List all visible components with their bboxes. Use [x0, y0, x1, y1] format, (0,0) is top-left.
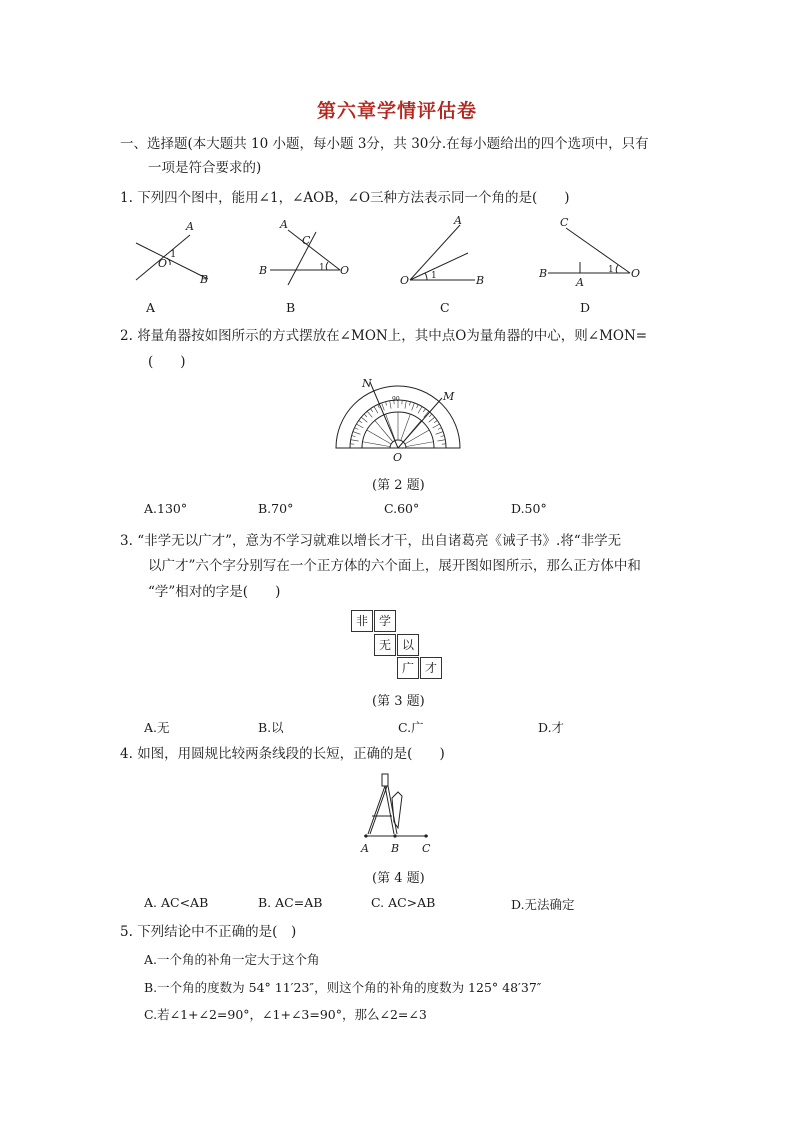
- option-a[interactable]: A.130°: [144, 501, 188, 516]
- label-o: O: [631, 267, 641, 280]
- protractor-tick: [434, 420, 437, 422]
- protractor-tick: [409, 402, 410, 406]
- page-title: 第六章学情评估卷: [316, 100, 477, 122]
- option-a[interactable]: A. AC<AB: [144, 895, 209, 910]
- label-b: B: [259, 264, 268, 277]
- scale-90: 90: [392, 396, 400, 403]
- q1-figure-d: [548, 228, 630, 273]
- option-b[interactable]: B.70°: [258, 501, 294, 516]
- option-d[interactable]: D: [580, 300, 591, 315]
- option-c[interactable]: C: [440, 300, 450, 315]
- angle-arc: [326, 262, 328, 270]
- question-text: “非学无以广才”，意为不学习就难以增长才干，出自诸葛亮《诫子书》.将“非学无: [137, 533, 622, 549]
- question-number: 2.: [120, 328, 133, 344]
- protractor-radial: [406, 442, 434, 447]
- protractor-radial: [401, 414, 411, 440]
- protractor-tick: [438, 428, 442, 430]
- label-1: 1: [170, 249, 177, 260]
- label-1: 1: [431, 271, 437, 281]
- option-b[interactable]: B. AC=AB: [258, 895, 323, 910]
- angle-arc: [425, 273, 427, 280]
- question-number: 4.: [120, 746, 133, 762]
- label-a: A: [454, 214, 462, 227]
- answer-paren: ( ): [148, 354, 186, 370]
- protractor-tick: [359, 420, 362, 422]
- angle-arc: [616, 265, 618, 273]
- question-2: [120, 326, 647, 346]
- option-c[interactable]: C. AC>AB: [371, 895, 436, 910]
- question-3-cont: 以广才”六个字分别写在一个正方体的六个面上，展开图如图所示，那么正方体中和: [148, 558, 641, 574]
- label-n: N: [362, 377, 372, 390]
- protractor-tick: [429, 414, 432, 417]
- question-3-cont: “学”相对的字是( ): [148, 584, 281, 600]
- protractor-tick: [412, 403, 415, 411]
- protractor-tick: [351, 440, 359, 441]
- question-1: [120, 188, 570, 208]
- question-5: [120, 922, 296, 942]
- label-m: M: [443, 390, 455, 403]
- label-a: A: [361, 842, 369, 855]
- label-a: A: [280, 218, 288, 231]
- option-c[interactable]: C.若∠1+∠2=90°，∠1+∠3=90°，那么∠2=∠3: [144, 1007, 427, 1022]
- protractor-tick: [374, 406, 378, 413]
- question-3: [120, 531, 621, 551]
- protractor-tick: [433, 424, 440, 428]
- label-b: B: [391, 842, 400, 855]
- question-text: 下列结论中不正确的是( ): [137, 924, 297, 940]
- protractor-tick: [418, 406, 422, 413]
- question-number: 3.: [120, 533, 133, 549]
- net-cell: 广: [397, 657, 419, 679]
- label-b: B: [200, 273, 209, 286]
- compass-leg-a: [368, 786, 385, 834]
- option-b[interactable]: B.以: [258, 720, 284, 735]
- protractor-radial: [386, 414, 396, 440]
- protractor-tick: [405, 401, 406, 409]
- protractor-tick: [378, 404, 380, 408]
- figure-caption: (第 2 题): [372, 478, 425, 493]
- protractor-tick: [370, 409, 372, 412]
- protractor-tick: [429, 417, 435, 422]
- label-a: A: [186, 220, 194, 233]
- q1-figures: [120, 210, 680, 310]
- protractor-tick: [436, 432, 444, 435]
- line-co: [566, 228, 630, 273]
- label-o: O: [340, 264, 350, 277]
- question-number: 1.: [120, 190, 133, 206]
- protractor-tick: [423, 409, 425, 412]
- option-d[interactable]: D.50°: [511, 501, 547, 516]
- protractor-ticks: [350, 400, 446, 448]
- protractor-tick: [390, 401, 391, 409]
- protractor-radial: [375, 420, 393, 441]
- protractor-figure: [330, 376, 470, 464]
- net-cell: 才: [420, 657, 442, 679]
- option-a[interactable]: A: [146, 300, 156, 315]
- label-b: B: [539, 267, 548, 280]
- label-c: C: [422, 842, 431, 855]
- protractor-tick: [441, 436, 445, 437]
- protractor-radial: [403, 420, 421, 441]
- label-c: C: [560, 216, 569, 229]
- label-o: O: [400, 274, 410, 287]
- option-a[interactable]: A.一个角的补角一定大于这个角: [144, 952, 320, 967]
- point-c: [424, 834, 427, 837]
- protractor-radial: [367, 430, 391, 444]
- compass-handle: [382, 774, 388, 786]
- label-o: O: [393, 451, 403, 464]
- compass-figure: [354, 770, 444, 860]
- label-c: C: [302, 234, 311, 247]
- option-b[interactable]: B.一个角的度数为 54° 11′23″，则这个角的补角的度数为 125° 48′37″: [144, 980, 542, 995]
- label-1: 1: [608, 265, 614, 275]
- net-cell: 以: [397, 634, 419, 656]
- option-d[interactable]: D.无法确定: [511, 897, 575, 912]
- figure-caption: (第 4 题): [372, 871, 425, 886]
- question-text: 下列四个图中，能用∠1，∠AOB，∠O三种方法表示同一个角的是( ): [137, 190, 570, 206]
- protractor-tick: [361, 417, 367, 422]
- net-cell: 学: [374, 610, 396, 632]
- option-a[interactable]: A.无: [144, 720, 170, 735]
- option-d[interactable]: D.才: [538, 720, 565, 735]
- protractor-tick: [352, 436, 356, 437]
- label-b: B: [476, 274, 485, 287]
- option-c[interactable]: C.60°: [384, 501, 420, 516]
- question-text: 将量角器按如图所示的方式摆放在∠MON上，其中点O为量角器的中心，则∠MON=: [137, 328, 648, 344]
- label-a: A: [576, 276, 584, 289]
- point-a: [364, 834, 367, 837]
- protractor-tick: [367, 411, 372, 417]
- protractor-tick: [364, 414, 367, 417]
- protractor-tick: [417, 404, 419, 408]
- ray-on: [370, 382, 398, 448]
- protractor-radial: [363, 442, 391, 447]
- question-text: 如图，用圆规比较两条线段的长短，正确的是( ): [137, 746, 445, 762]
- protractor-tick: [356, 424, 363, 428]
- label-o: O: [158, 257, 168, 270]
- compass-leg-a-inner: [370, 786, 387, 834]
- protractor-tick: [386, 402, 387, 406]
- line-mid: [410, 253, 468, 280]
- figure-caption: (第 3 题): [372, 694, 425, 709]
- net-cell: 无: [374, 634, 396, 656]
- protractor-tick: [354, 428, 358, 430]
- section-heading-cont: 一项是符合要求的): [148, 160, 262, 176]
- section-heading: 一、选择题(本大题共 10 小题，每小题 3分，共 30分.在每小题给出的四个选项中，只有: [120, 136, 649, 152]
- protractor-tick: [353, 432, 361, 435]
- q1-figure-c: [410, 225, 475, 280]
- compass-pencil: [392, 792, 402, 828]
- net-cell: 非: [351, 610, 373, 632]
- point-b: [393, 834, 396, 837]
- label-1: 1: [319, 263, 325, 273]
- question-4: [120, 744, 445, 764]
- protractor-radial: [405, 430, 429, 444]
- question-number: 5.: [120, 924, 133, 940]
- cube-net: [351, 610, 445, 680]
- option-b[interactable]: B: [286, 300, 296, 315]
- option-c[interactable]: C.广: [398, 720, 424, 735]
- protractor-tick: [437, 440, 445, 441]
